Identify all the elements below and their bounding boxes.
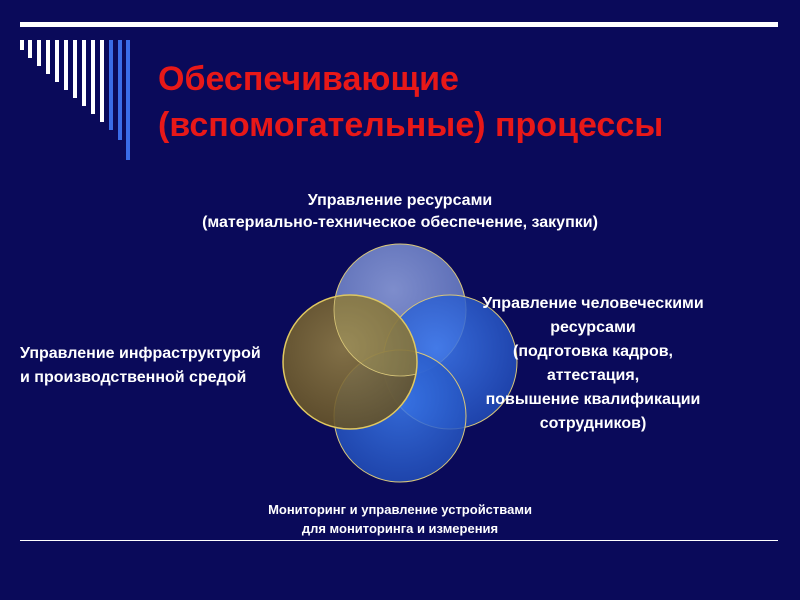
label-monitoring-line: Мониторинг и управление устройствами [268,502,532,517]
title-line-2: (вспомогательные) процессы [158,106,664,144]
label-resources-line: Управление ресурсами [307,192,493,209]
label-human-resources-line: (подготовка кадров, [512,343,673,360]
label-human-resources-line: Управление человеческими [482,295,704,312]
slide-title [158,56,778,148]
label-monitoring-line: для мониторинга и измерения [301,521,499,536]
label-human-resources-line: аттестация, [546,367,640,384]
label-resources [120,190,680,234]
bottom-rule [20,540,778,541]
title-line-1: Обеспечивающие [158,60,459,98]
label-human-resources-line: ресурсами [550,319,636,336]
label-human-resources-line: повышение квалификации [485,391,701,408]
label-monitoring [200,500,600,538]
label-infrastructure-line: Управление инфраструктурой [20,345,261,362]
label-infrastructure-line: и производственной средой [20,369,247,386]
label-resources-line: (материально-техническое обеспечение, закупки) [202,214,598,231]
decorative-stripes [0,0,140,170]
label-infrastructure [20,342,340,390]
label-human-resources-line: сотрудников) [539,415,647,432]
label-human-resources [448,292,738,436]
